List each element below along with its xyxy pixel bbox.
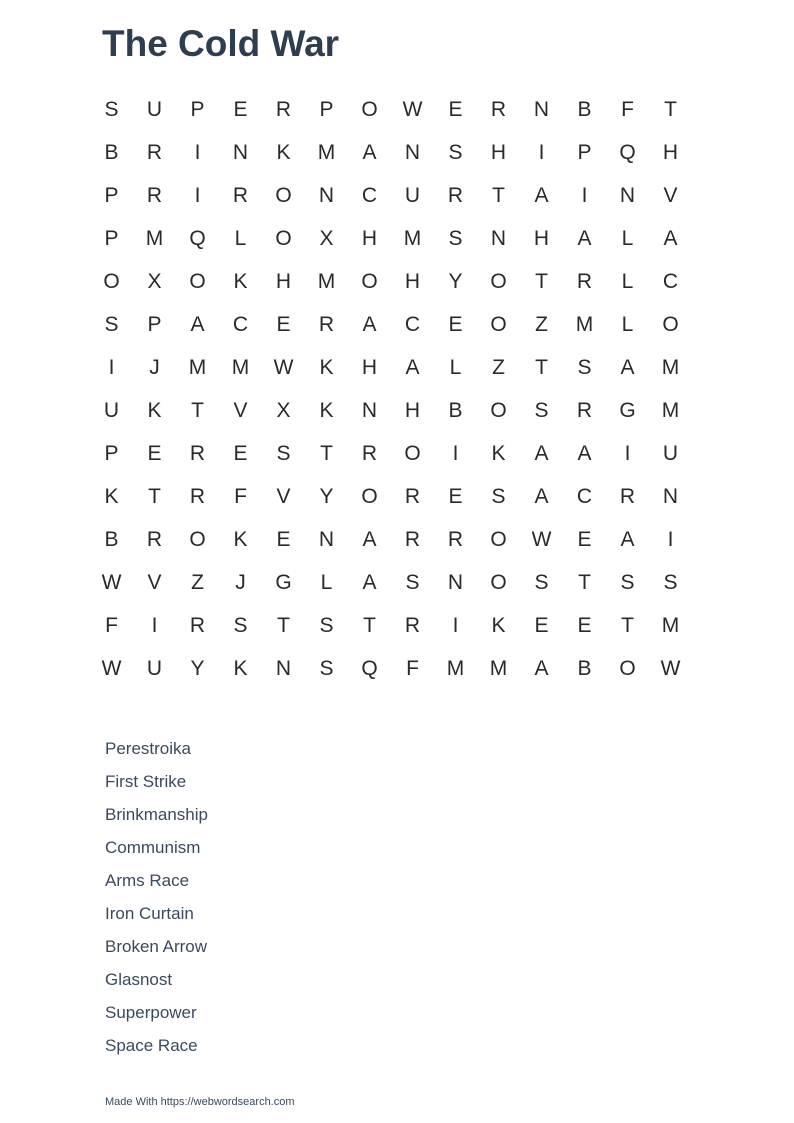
grid-letter: M (661, 398, 680, 422)
grid-letter: T (621, 613, 634, 637)
grid-letter: X (147, 269, 162, 293)
grid-letter: K (147, 398, 162, 422)
grid-letter: V (663, 183, 678, 207)
grid-letter: K (319, 398, 334, 422)
grid-letter: S (577, 355, 592, 379)
grid-letter: N (619, 183, 636, 207)
grid-letter: V (276, 484, 291, 508)
grid-letter: U (146, 97, 163, 121)
grid-letter: N (490, 226, 507, 250)
grid-letter: O (662, 312, 679, 336)
grid-letter: S (233, 613, 248, 637)
grid-letter: O (361, 269, 378, 293)
grid-letter: E (448, 97, 463, 121)
grid-letter: M (317, 269, 336, 293)
grid-letter: V (233, 398, 248, 422)
grid-letter: P (104, 226, 119, 250)
grid-letter: S (534, 570, 549, 594)
word-list-item: Superpower (105, 1003, 197, 1022)
grid-letter: R (189, 613, 206, 637)
grid-letter: G (619, 398, 636, 422)
grid-letter: M (489, 656, 508, 680)
grid-letter: A (534, 441, 549, 465)
grid-letter: W (101, 656, 122, 680)
grid-letter: R (576, 398, 593, 422)
grid-letter: K (276, 140, 291, 164)
grid-letter: L (621, 269, 634, 293)
grid-letter: R (318, 312, 335, 336)
word-list-item: First Strike (105, 772, 187, 791)
grid-letter: S (534, 398, 549, 422)
grid-letter: B (104, 527, 119, 551)
grid-letter: H (275, 269, 292, 293)
grid-letter: M (403, 226, 422, 250)
grid-letter: J (235, 570, 246, 594)
grid-letter: R (404, 527, 421, 551)
grid-letter: M (446, 656, 465, 680)
grid-letter: T (492, 183, 505, 207)
grid-letter: A (362, 570, 377, 594)
grid-letter: O (490, 527, 507, 551)
grid-letter: S (405, 570, 420, 594)
grid-letter: S (319, 613, 334, 637)
grid-letter: U (662, 441, 679, 465)
word-list-item: Communism (105, 838, 201, 857)
grid-letter: A (405, 355, 420, 379)
grid-letter: Q (619, 140, 636, 164)
grid-letter: A (362, 312, 377, 336)
grid-letter: V (147, 570, 162, 594)
word-list (105, 735, 208, 1065)
grid-letter: Z (492, 355, 505, 379)
grid-letter: Q (189, 226, 206, 250)
grid-letter: T (664, 97, 677, 121)
grid-letter: N (533, 97, 550, 121)
grid-letter: I (194, 183, 201, 207)
grid-letter: M (231, 355, 250, 379)
word-list-item: Perestroika (105, 739, 191, 758)
grid-letter: H (404, 269, 421, 293)
grid-letter: P (577, 140, 592, 164)
word-list-item: Broken Arrow (105, 937, 208, 956)
grid-letter: C (404, 312, 421, 336)
grid-letter: N (318, 527, 335, 551)
grid-letter: I (624, 441, 631, 465)
grid-letter: E (448, 312, 463, 336)
grid-letter: R (361, 441, 378, 465)
word-list-item: Glasnost (105, 970, 173, 989)
page-title: The Cold War (102, 23, 340, 64)
word-list-item: Arms Race (105, 871, 190, 890)
grid-letter: E (577, 527, 592, 551)
grid-letter: L (449, 355, 462, 379)
grid-letter: R (146, 527, 163, 551)
grid-letter: M (661, 355, 680, 379)
grid-letter: M (661, 613, 680, 637)
grid-letter: K (233, 527, 248, 551)
grid-letter: M (317, 140, 336, 164)
grid-letter: E (448, 484, 463, 508)
grid-letter: R (447, 183, 464, 207)
grid-letter: L (621, 226, 634, 250)
grid-letter: Y (319, 484, 334, 508)
grid-letter: E (147, 441, 162, 465)
grid-letter: R (490, 97, 507, 121)
grid-letter: W (660, 656, 681, 680)
grid-letter: U (103, 398, 120, 422)
grid-letter: W (273, 355, 294, 379)
grid-letter: Y (190, 656, 205, 680)
grid-letter: S (448, 226, 463, 250)
grid-letter: L (621, 312, 634, 336)
grid-letter: P (147, 312, 162, 336)
grid-letter: T (535, 355, 548, 379)
grid-letter: K (491, 613, 506, 637)
grid-letter: P (190, 97, 205, 121)
word-list-item: Brinkmanship (105, 805, 208, 824)
grid-letter: X (276, 398, 291, 422)
grid-letter: F (234, 484, 247, 508)
grid-letter: R (146, 183, 163, 207)
grid-letter: G (275, 570, 292, 594)
grid-letter: E (534, 613, 549, 637)
grid-letter: O (619, 656, 636, 680)
grid-letter: L (234, 226, 247, 250)
grid-letter: O (404, 441, 421, 465)
grid-letter: J (149, 355, 160, 379)
grid-letter: U (146, 656, 163, 680)
grid-letter: H (361, 355, 378, 379)
grid-letter: I (151, 613, 158, 637)
grid-letter: S (448, 140, 463, 164)
grid-letter: T (320, 441, 333, 465)
grid-letter: E (233, 97, 248, 121)
grid-letter: R (447, 527, 464, 551)
grid-letter: N (318, 183, 335, 207)
grid-letter: Z (191, 570, 204, 594)
grid-letter: M (575, 312, 594, 336)
grid-letter: R (404, 484, 421, 508)
grid-letter: S (104, 312, 119, 336)
letter-grid (90, 88, 692, 690)
grid-letter: O (490, 570, 507, 594)
grid-letter: A (577, 226, 592, 250)
grid-letter: I (108, 355, 115, 379)
grid-letter: R (576, 269, 593, 293)
grid-letter: E (276, 312, 291, 336)
grid-letter: O (275, 183, 292, 207)
grid-letter: H (361, 226, 378, 250)
grid-letter: O (361, 97, 378, 121)
grid-letter: I (452, 441, 459, 465)
grid-letter: C (361, 183, 378, 207)
grid-letter: I (581, 183, 588, 207)
grid-letter: T (277, 613, 290, 637)
grid-letter: S (319, 656, 334, 680)
grid-letter: Q (361, 656, 378, 680)
grid-letter: N (232, 140, 249, 164)
grid-letter: S (491, 484, 506, 508)
grid-letter: R (619, 484, 636, 508)
grid-letter: K (319, 355, 334, 379)
grid-letter: I (452, 613, 459, 637)
grid-letter: R (189, 441, 206, 465)
grid-letter: O (490, 312, 507, 336)
grid-letter: S (104, 97, 119, 121)
grid-letter: W (402, 97, 423, 121)
grid-letter: N (275, 656, 292, 680)
grid-letter: Y (448, 269, 463, 293)
grid-letter: R (146, 140, 163, 164)
grid-letter: R (189, 484, 206, 508)
grid-letter: M (145, 226, 164, 250)
grid-letter: T (535, 269, 548, 293)
footer-credit: Made With https://webwordsearch.com (105, 1096, 295, 1108)
grid-letter: C (232, 312, 249, 336)
grid-letter: H (533, 226, 550, 250)
grid-letter: I (667, 527, 674, 551)
grid-letter: P (104, 441, 119, 465)
grid-letter: A (620, 527, 635, 551)
grid-letter: O (490, 269, 507, 293)
grid-letter: W (531, 527, 552, 551)
grid-letter: H (662, 140, 679, 164)
grid-letter: H (404, 398, 421, 422)
grid-letter: O (275, 226, 292, 250)
grid-letter: W (101, 570, 122, 594)
grid-letter: N (447, 570, 464, 594)
grid-letter: C (576, 484, 593, 508)
grid-letter: S (620, 570, 635, 594)
grid-letter: E (276, 527, 291, 551)
grid-letter: A (362, 527, 377, 551)
grid-letter: A (534, 656, 549, 680)
grid-letter: S (276, 441, 291, 465)
grid-letter: E (233, 441, 248, 465)
grid-letter: T (191, 398, 204, 422)
grid-letter: O (189, 527, 206, 551)
grid-letter: F (621, 97, 634, 121)
grid-letter: N (361, 398, 378, 422)
grid-letter: F (105, 613, 118, 637)
grid-letter: N (404, 140, 421, 164)
grid-letter: P (319, 97, 334, 121)
grid-letter: K (233, 656, 248, 680)
grid-letter: A (362, 140, 377, 164)
grid-letter: A (663, 226, 678, 250)
grid-letter: A (577, 441, 592, 465)
grid-letter: B (577, 97, 592, 121)
grid-letter: B (577, 656, 592, 680)
grid-letter: I (538, 140, 545, 164)
grid-letter: R (404, 613, 421, 637)
word-list-item: Space Race (105, 1036, 198, 1055)
grid-letter: T (578, 570, 591, 594)
grid-letter: R (275, 97, 292, 121)
grid-letter: O (361, 484, 378, 508)
grid-letter: L (320, 570, 333, 594)
grid-letter: O (189, 269, 206, 293)
grid-letter: A (190, 312, 205, 336)
grid-letter: H (490, 140, 507, 164)
grid-letter: C (662, 269, 679, 293)
grid-letter: A (620, 355, 635, 379)
word-list-item: Iron Curtain (105, 904, 194, 923)
grid-letter: E (577, 613, 592, 637)
grid-letter: P (104, 183, 119, 207)
grid-letter: O (490, 398, 507, 422)
grid-letter: T (363, 613, 376, 637)
grid-letter: K (491, 441, 506, 465)
grid-letter: K (104, 484, 119, 508)
grid-letter: T (148, 484, 161, 508)
grid-letter: R (232, 183, 249, 207)
grid-letter: A (534, 484, 549, 508)
grid-letter: O (103, 269, 120, 293)
grid-letter: S (663, 570, 678, 594)
grid-letter: A (534, 183, 549, 207)
grid-letter: N (662, 484, 679, 508)
grid-letter: Z (535, 312, 548, 336)
grid-letter: K (233, 269, 248, 293)
grid-letter: M (188, 355, 207, 379)
grid-letter: B (448, 398, 463, 422)
grid-letter: U (404, 183, 421, 207)
grid-letter: X (319, 226, 334, 250)
grid-letter: I (194, 140, 201, 164)
grid-letter: F (406, 656, 419, 680)
grid-letter: B (104, 140, 119, 164)
